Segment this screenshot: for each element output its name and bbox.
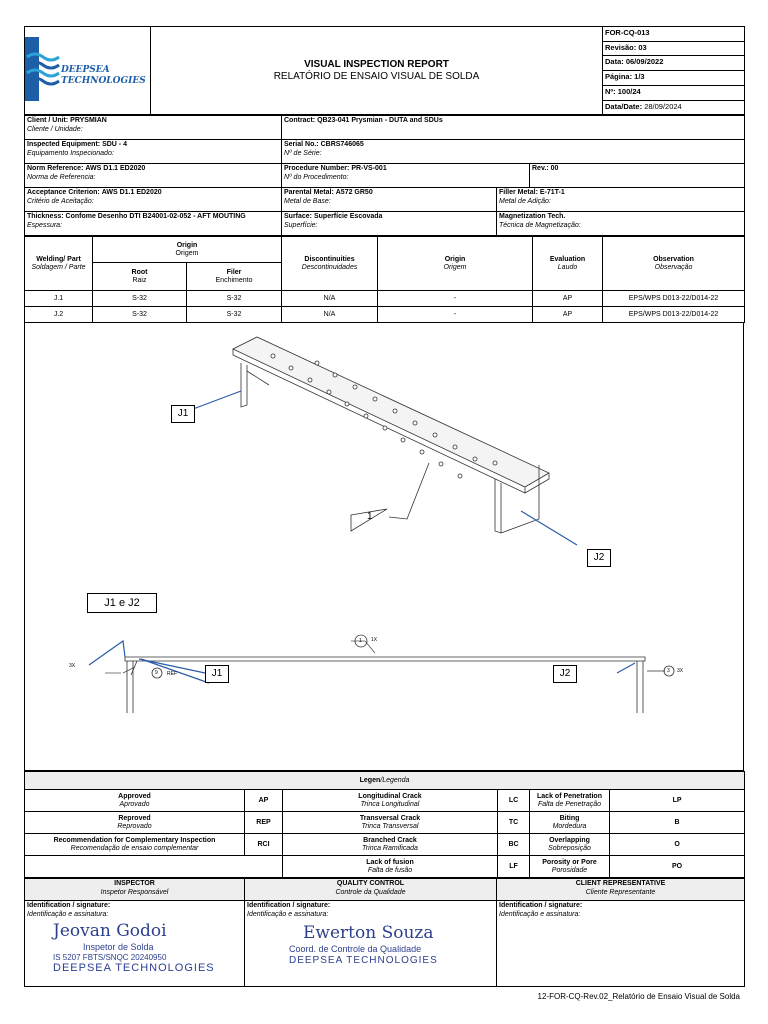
legend-rci: Recommendation for Complementary Inspection Recomendação de ensaio complementar — [25, 834, 245, 856]
doc-date: Data: 06/09/2022 — [603, 56, 745, 71]
client-field: Client / Unit: PRYSMIAN Cliente / Unidade: — [25, 116, 282, 140]
client-header: CLIENT REPRESENTATIVE Cliente Representante — [497, 879, 745, 901]
j2-label-elevation: J2 — [553, 665, 577, 683]
inspector-header: INSPECTOR Inspetor Responsável — [25, 879, 245, 901]
parental-field: Parental Metal: A572 GR50 Metal de Base: — [282, 188, 497, 212]
legend-code: O — [610, 834, 745, 856]
report-date: Data/Date: 28/09/2024 — [603, 100, 745, 115]
rev-field: Rev.: 00 — [530, 164, 745, 188]
legend-penetration: Lack of Penetration Falta de Penetração — [530, 790, 610, 812]
report-page — [24, 26, 744, 987]
col-discontinuities: Discontinuities Descontinuidades — [282, 237, 378, 291]
title-cell — [151, 27, 603, 115]
legend-overlapping: Overlapping Sobreposição — [530, 834, 610, 856]
legend-fusion: Lack of fusion Falta de fusão — [283, 856, 498, 878]
legend-code: PO — [610, 856, 745, 878]
j1-label-elevation: J1 — [205, 665, 229, 683]
circle-9: 9 — [155, 670, 158, 677]
legend-approved: Approved Aprovado — [25, 790, 245, 812]
qc-stamp: Ewerton Souza Coord. de Controle da Qualidade DEEPSEA TECHNOLOGIES — [289, 923, 438, 966]
magnetization-field: Magnetization Tech. Técnica de Magnetização: — [497, 212, 745, 236]
legend-biting: Biting Mordedura — [530, 812, 610, 834]
norm-field: Norm Reference: AWS D1.1 ED2020 Norma de Referencia: — [25, 164, 282, 188]
qc-header: QUALITY CONTROL Controle da Qualidade — [245, 879, 497, 901]
legend-code: TC — [498, 812, 530, 834]
legend-branched: Branched Crack Trinca Ramificada — [283, 834, 498, 856]
circle-3: 3 — [667, 668, 670, 675]
legend-code: REP — [245, 812, 283, 834]
col-welding: Welding/ Part Soldagem / Parte — [25, 237, 93, 291]
j1-label: J1 — [171, 405, 195, 423]
acceptance-field: Acceptance Criterion: AWS D1.1 ED2020 Critério de Aceitação: — [25, 188, 282, 212]
dim-3x-left: 3X — [69, 663, 76, 670]
technical-drawing — [24, 323, 744, 771]
legend-title: Legen/Legenda — [25, 772, 745, 790]
col-origin2: Origin Origem — [378, 237, 533, 291]
circle-1: 1 — [359, 638, 362, 645]
client-signature: Identification / signature: Identificação e assinatura: — [497, 901, 745, 987]
procedure-field: Procedure Number: PR-VS-001 Nº do Procedimento: — [282, 164, 530, 188]
page-number: Página: 1/3 — [603, 71, 745, 86]
report-number: Nº: 100/24 — [603, 85, 745, 100]
table-row: J.1 S-32 S-32 N/A - AP EPS/WPS D013-22/D014-22 — [25, 291, 745, 307]
contract-field: Contract: QB23-041 Prysmian - DUTA and SDUs — [282, 116, 745, 140]
qc-signature: Identification / signature: Identificação e assinatura: Ewerton Souza Coord. de Controle da Qualidade DEEPSEA TECHNOLOGIES — [245, 901, 497, 987]
legend-code: AP — [245, 790, 283, 812]
j2-label: J2 — [587, 549, 611, 567]
report-title: VISUAL INSPECTION REPORT — [304, 58, 449, 70]
col-observation: Observation Observação — [603, 237, 745, 291]
doc-code: FOR-CQ-013 — [603, 27, 745, 42]
legend-code: LP — [610, 790, 745, 812]
col-filler: Filer Enchimento — [187, 263, 282, 291]
legend-longitudinal: Longitudinal Crack Trinca Longitudinal — [283, 790, 498, 812]
ref-label: REF — [167, 671, 177, 678]
col-root: Root Raiz — [93, 263, 187, 291]
equipment-field: Inspected Equipment: SDU - 4 Equipamento Inspecionado: — [25, 140, 282, 164]
legend-code: LF — [498, 856, 530, 878]
table-row: J.2 S-32 S-32 N/A - AP EPS/WPS D013-22/D014-22 — [25, 307, 745, 323]
legend-code: LC — [498, 790, 530, 812]
part-drawing — [25, 323, 743, 769]
dim-3x-right: 3X — [677, 668, 684, 675]
report-header — [24, 26, 745, 115]
signature-table — [24, 878, 745, 987]
report-subtitle: RELATÓRIO DE ENSAIO VISUAL DE SOLDA — [273, 70, 480, 82]
legend-porosity: Porosity or Pore Porosidade — [530, 856, 610, 878]
col-origin: Origin Origem — [93, 237, 282, 263]
legend-transversal: Transversal Crack Trinca Transversal — [283, 812, 498, 834]
legend-empty — [25, 856, 283, 878]
serial-field: Serial No.: CBRS746065 Nº de Série: — [282, 140, 745, 164]
company-logo — [25, 27, 151, 115]
legend-code: BC — [498, 834, 530, 856]
surface-field: Surface: Superfície Escovada Superfície: — [282, 212, 497, 236]
filler-field: Filler Metal: E-71T-1 Metal de Adição: — [497, 188, 745, 212]
thickness-field: Thickness: Confome Desenho DTI B24001-02-052 - AFT MOUTING Espessura: — [25, 212, 282, 236]
footer-text: 12-FOR-CQ-Rev.02_Relatório de Ensaio Visual de Solda — [537, 992, 740, 1001]
legend-reproved: Reproved Reprovado — [25, 812, 245, 834]
inspector-stamp: Jeovan Godoi Inspetor de Solda IS 5207 FBTS/SNQC 20240950 DEEPSEA TECHNOLOGIES — [53, 921, 215, 975]
info-fields — [24, 115, 745, 236]
dim-1x: 1X — [371, 637, 378, 644]
legend-table — [24, 771, 745, 878]
results-table — [24, 236, 745, 323]
revision: Revisão: 03 — [603, 41, 745, 56]
note-label: 1 — [367, 511, 373, 523]
company-name: DEEPSEA TECHNOLOGIES — [61, 65, 146, 86]
j1j2-label: J1 e J2 — [87, 593, 157, 613]
legend-code: RCI — [245, 834, 283, 856]
legend-code: B — [610, 812, 745, 834]
col-evaluation: Evaluation Laudo — [533, 237, 603, 291]
inspector-signature: Identification / signature: Identificação e assinatura: Jeovan Godoi Inspetor de Solda IS 5207 FBTS/SNQC 20240950 DEEPSEA TECHNOLOGIES — [25, 901, 245, 987]
